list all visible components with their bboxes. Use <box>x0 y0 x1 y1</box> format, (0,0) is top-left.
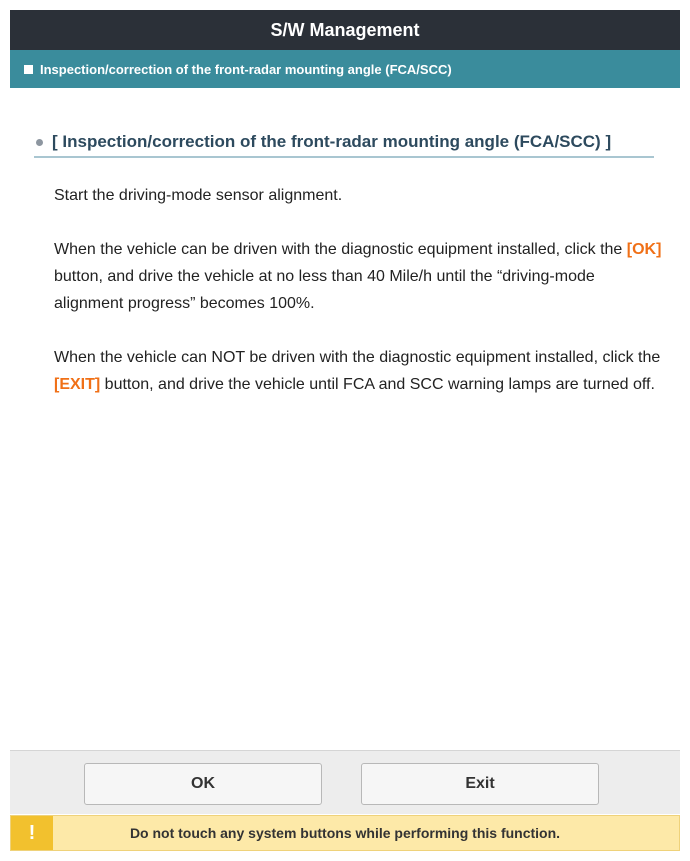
instruction-paragraph-3 <box>54 344 664 398</box>
section-header <box>34 128 654 158</box>
subheader-title: Inspection/correction of the front-radar mounting angle (FCA/SCC) <box>40 61 452 77</box>
p1-text: Start the driving-mode sensor alignment. <box>54 187 343 204</box>
warning-banner <box>10 815 680 851</box>
ok-button[interactable]: OK <box>84 763 322 805</box>
button-footer <box>10 750 680 814</box>
exit-highlight: [EXIT] <box>54 376 101 393</box>
square-bullet-icon <box>24 65 33 74</box>
sw-management-window <box>10 10 680 851</box>
p3-text-post: button, and drive the vehicle until FCA and SCC warning lamps are turned off. <box>100 376 655 393</box>
p2-text-post: button, and drive the vehicle at no less than 40 Mile/h until the “driving-mode alignment progress” becomes 100%. <box>54 268 595 312</box>
warning-message: Do not touch any system buttons while performing this function. <box>129 825 561 841</box>
p3-text-pre: When the vehicle can NOT be driven with the diagnostic equipment installed, click the <box>54 349 661 366</box>
p2-text-pre: When the vehicle can be driven with the diagnostic equipment installed, click the <box>54 241 627 258</box>
window-titlebar <box>10 10 680 50</box>
instruction-text <box>54 182 664 425</box>
subheader-bar <box>10 50 680 88</box>
bullet-dot-icon <box>36 139 43 146</box>
section-title: [ Inspection/correction of the front-radar mounting angle (FCA/SCC) ] <box>52 132 612 151</box>
instruction-paragraph-1 <box>54 182 664 209</box>
warning-icon: ! <box>11 816 53 850</box>
window-title: S/W Management <box>270 19 420 40</box>
exit-button[interactable]: Exit <box>361 763 599 805</box>
ok-highlight: [OK] <box>626 241 662 258</box>
instruction-paragraph-2 <box>54 236 664 317</box>
